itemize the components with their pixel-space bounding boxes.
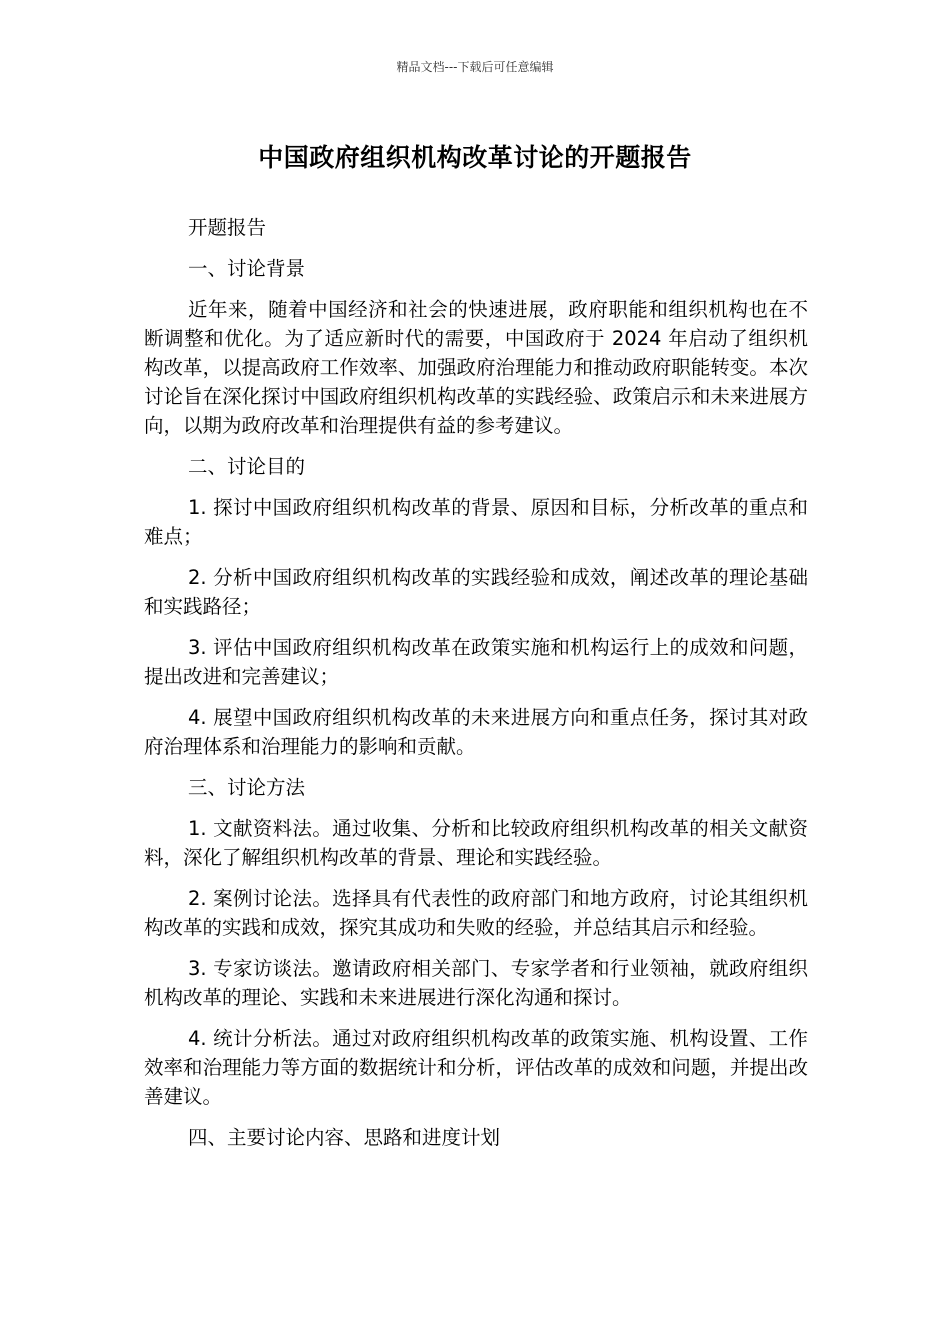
report-label: 开题报告 <box>188 216 267 239</box>
section-heading-background: 一、讨论背景 <box>188 257 306 280</box>
section-heading-purpose: 二、讨论目的 <box>188 455 306 478</box>
method-item-1: 1. 文献资料法。通过收集、分析和比较政府组织机构改革的相关文献资料，深化了解组织机构改革的背景、理论和实践经验。 <box>144 817 808 869</box>
purpose-item-3: 3. 评估中国政府组织机构改革在政策实施和机构运行上的成效和问题，提出改进和完善建议； <box>144 636 808 688</box>
method-item-4: 4. 统计分析法。通过对政府组织机构改革的政策实施、机构设置、工作效率和治理能力等方面的数据统计和分析，评估改革的成效和问题，并提出改善建议。 <box>144 1027 808 1108</box>
purpose-item-2: 2. 分析中国政府组织机构改革的实践经验和成效，阐述改革的理论基础和实践路径； <box>144 566 808 618</box>
section-heading-content: 四、主要讨论内容、思路和进度计划 <box>188 1126 501 1149</box>
section-heading-methods: 三、讨论方法 <box>188 776 306 799</box>
background-paragraph: 近年来，随着中国经济和社会的快速进展，政府职能和组织机构也在不断调整和优化。为了适应新时代的需要，中国政府于 2024 年启动了组织机构改革，以提高政府工作效率、加强政府治理能力和推动政府职能转变。本次讨论旨在深化探讨中国政府组织机构改革的实践经验、政策启示和未来进展方向，以期为政府改革和治理提供有益的参考建议。 <box>144 298 808 437</box>
purpose-item-4: 4. 展望中国政府组织机构改革的未来进展方向和重点任务，探讨其对政府治理体系和治理能力的影响和贡献。 <box>144 706 808 758</box>
method-item-2: 2. 案例讨论法。选择具有代表性的政府部门和地方政府，讨论其组织机构改革的实践和成效，探究其成功和失败的经验，并总结其启示和经验。 <box>144 887 808 939</box>
method-item-3: 3. 专家访谈法。邀请政府相关部门、专家学者和行业领袖，就政府组织机构改革的理论、实践和未来进展进行深化沟通和探讨。 <box>144 957 808 1009</box>
document-body <box>144 213 808 1164</box>
header-note: 精品文档---下载后可任意编辑 <box>396 60 554 74</box>
purpose-item-1: 1. 探讨中国政府组织机构改革的背景、原因和目标，分析改革的重点和难点； <box>144 496 808 548</box>
document-title: 中国政府组织机构改革讨论的开题报告 <box>258 143 692 172</box>
